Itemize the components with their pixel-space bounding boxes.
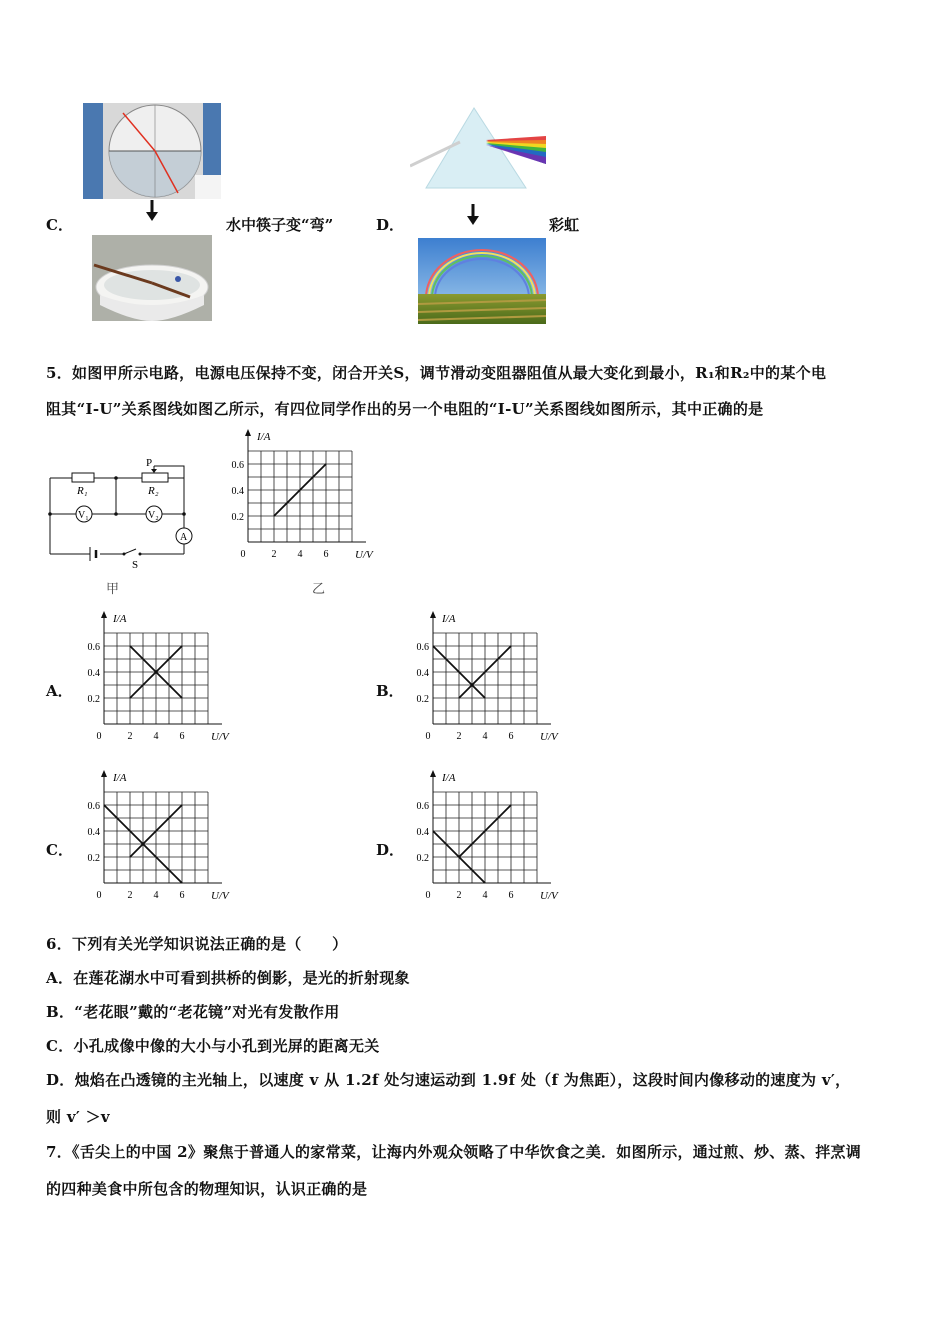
graph-choice-c	[82, 767, 242, 907]
x-tick-label: 0	[425, 731, 431, 742]
option-c-letter: C．	[46, 216, 73, 234]
q7-line1: 7．《舌尖上的中国 2》聚焦于普通人的家常菜，让海内外观众领略了中华饮食之美．如图所示，通过煎、炒、蒸、拌烹调	[46, 1143, 862, 1161]
x-axis-label: U/V	[540, 731, 558, 743]
graph-choice-a	[82, 608, 242, 748]
y-tick-label: 0.2	[416, 853, 429, 864]
x-tick-label: 4	[153, 890, 159, 901]
circuit-label-v1: V₁	[78, 510, 89, 521]
y-axis-arrow	[245, 429, 251, 436]
graph-choice-d	[411, 767, 571, 907]
x-tick-label: 2	[127, 731, 133, 742]
refraction-demo-image	[83, 103, 221, 199]
y-tick-label: 0.2	[231, 512, 244, 523]
x-tick-label: 6	[179, 731, 185, 742]
q5-choice-d-letter: D．	[376, 841, 405, 859]
x-tick-label: 6	[179, 890, 185, 901]
x-tick-label: 4	[153, 731, 159, 742]
y-axis-label: I/A	[113, 613, 127, 625]
x-axis-label: U/V	[211, 731, 229, 743]
q6-option-d-line2: 则 v′ ＞v	[46, 1108, 110, 1126]
y-tick-label: 0.4	[87, 827, 100, 838]
q5-choice-b-letter: B．	[376, 682, 404, 700]
y-tick-label: 0.2	[87, 853, 100, 864]
x-tick-label: 4	[482, 731, 488, 742]
x-tick-label: 2	[127, 890, 133, 901]
q7-line2: 的四种美食中所包含的物理知识，认识正确的是	[46, 1180, 368, 1198]
grid	[433, 792, 537, 883]
y-axis-arrow	[430, 611, 436, 618]
option-d-label: 彩虹	[549, 216, 580, 234]
q6-option-a: A．在莲花湖水中可看到拱桥的倒影，是光的折射现象	[46, 969, 410, 987]
y-axis-arrow	[430, 770, 436, 777]
down-arrow-icon	[145, 200, 159, 222]
y-tick-label: 0.6	[87, 801, 100, 812]
circuit-label-v2: V₂	[148, 510, 159, 521]
y-axis-label: I/A	[257, 431, 271, 443]
q6-option-b: B．“老花眼”戴的“老花镜”对光有发散作用	[46, 1003, 340, 1021]
circuit-caption: 甲	[106, 582, 120, 597]
y-tick-label: 0.6	[231, 460, 244, 471]
y-tick-label: 0.4	[231, 486, 244, 497]
x-tick-label: 0	[425, 890, 431, 901]
x-tick-label: 6	[323, 549, 329, 560]
x-tick-label: 6	[508, 731, 514, 742]
circuit-label-r1: R₁	[77, 485, 88, 497]
q6-option-d-line1: D．烛焰在凸透镜的主光轴上，以速度 v 从 1.2f 处匀速运动到 1.9f 处（f 为焦距），这段时间内像移动的速度为 v′，	[46, 1071, 851, 1089]
x-tick-label: 0	[240, 549, 246, 560]
x-tick-label: 4	[297, 549, 303, 560]
q5-choice-c-letter: C．	[46, 841, 73, 859]
y-tick-label: 0.2	[416, 694, 429, 705]
chopsticks-bowl-image	[92, 235, 212, 321]
circuit-label-s: S	[132, 559, 139, 571]
y-axis-label: I/A	[442, 613, 456, 625]
y-tick-label: 0.4	[416, 827, 429, 838]
q5-choice-a-letter: A．	[46, 682, 73, 700]
y-tick-label: 0.6	[87, 642, 100, 653]
x-axis-label: U/V	[540, 890, 558, 902]
q6-option-c: C．小孔成像中像的大小与小孔到光屏的距离无关	[46, 1037, 380, 1055]
grid	[248, 451, 352, 542]
y-axis-arrow	[101, 611, 107, 618]
grid	[104, 633, 208, 724]
x-axis-label: U/V	[211, 890, 229, 902]
graph-yi	[226, 426, 386, 566]
graph-yi-caption: 乙	[312, 582, 326, 597]
x-tick-label: 2	[456, 731, 462, 742]
circuit-label-r2: R₂	[148, 485, 159, 497]
graph-choice-b	[411, 608, 571, 748]
grid	[433, 633, 537, 724]
y-tick-label: 0.4	[416, 668, 429, 679]
rainbow-image	[418, 238, 546, 324]
x-axis-label: U/V	[355, 549, 373, 561]
q5-line1: 5．如图甲所示电路，电源电压保持不变，闭合开关S，调节滑动变阻器阻值从最大变化到最小，R₁和R₂中的某个电	[46, 364, 827, 382]
y-axis-label: I/A	[113, 772, 127, 784]
x-tick-label: 6	[508, 890, 514, 901]
y-axis-label: I/A	[442, 772, 456, 784]
option-c-label: 水中筷子变“弯”	[226, 216, 334, 234]
y-axis-arrow	[101, 770, 107, 777]
x-tick-label: 2	[271, 549, 277, 560]
circuit-label-a: A	[180, 532, 188, 543]
option-d-letter: D．	[376, 216, 405, 234]
grid	[104, 792, 208, 883]
prism-dispersion-image	[410, 104, 550, 192]
down-arrow-icon	[466, 204, 480, 226]
q5-line2: 阻其“I-U”关系图线如图乙所示，有四位同学作出的另一个电阻的“I-U”关系图线如图所示，其中正确的是	[46, 400, 764, 418]
q6-stem: 6．下列有关光学知识说法正确的是（ ）	[46, 935, 348, 953]
y-tick-label: 0.2	[87, 694, 100, 705]
circuit-label-p: P	[146, 457, 153, 469]
y-tick-label: 0.6	[416, 801, 429, 812]
x-tick-label: 4	[482, 890, 488, 901]
x-tick-label: 0	[96, 731, 102, 742]
y-tick-label: 0.6	[416, 642, 429, 653]
y-tick-label: 0.4	[87, 668, 100, 679]
x-tick-label: 2	[456, 890, 462, 901]
circuit-diagram	[44, 456, 204, 596]
x-tick-label: 0	[96, 890, 102, 901]
